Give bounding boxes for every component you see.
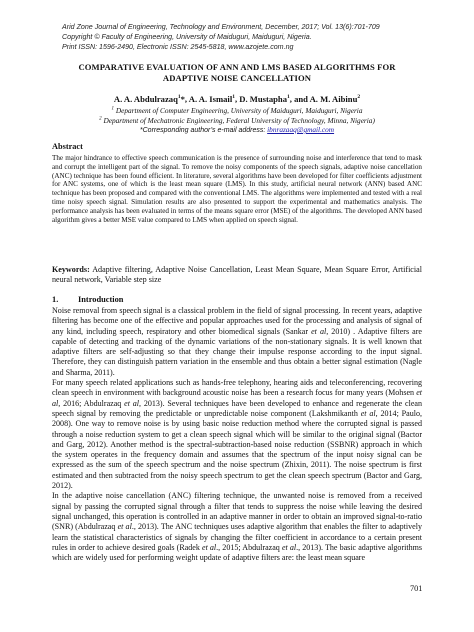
title-line-2: ADAPTIVE NOISE CANCELLATION	[162, 73, 312, 83]
abstract-heading: Abstract	[52, 142, 83, 151]
et-al: et al	[124, 398, 139, 408]
paper-title	[50, 62, 424, 84]
corresponding-email	[50, 125, 424, 135]
journal-header-line-2: Copyright © Faculty of Engineering, University of Maiduguri, Maiduguri, Nigeria.	[62, 33, 312, 41]
paragraph-2-text: , 2016; Abdulrazaq	[58, 398, 125, 408]
author-3-affil: 1	[287, 94, 290, 101]
paragraph-3-text: In the adaptive noise cancellation (ANC) filtering technique, the unwanted noise is removed from a received signal by passing the corrupted signal through a filter that tends to suppress the noise while leaving the desired signal unchanged, this operation is controlled in an adaptive manner in order to obtain an improved signal-to-ratio (SNR) (Abdulrazaq	[52, 491, 422, 532]
paragraph-2	[52, 378, 422, 491]
et-al: et al	[281, 542, 297, 552]
author-1: A. A. Abdulrazaq	[113, 94, 178, 104]
author-3: D. Mustapha	[239, 94, 288, 104]
paragraph-2-text: For many speech related applications such as hands-free telephony, hearing aids and teleconferencing, recovering clean speech in environment with background acoustic noise has been a research focus for many years (Mohsen	[52, 378, 422, 398]
abstract-text: The major hindrance to effective speech communication is the presence of surrounding noise and interference that tend to mask and corrupt the intelligent part of the signal. To remove the noisy components of the speech signals, adaptive noise cancellation (ANC) technique has been found efficient. In literature, several algorithms have been developed for filter coefficients adjustment for ANC systems, one of which is the least mean square (LMS). In this study, artificial neural network (ANN) based ANC technique has been proposed and compared with the conventional LMS. The algorithms were implemented and tested with a real time noisy speech signal. Simulation results are also presented to support the experimental and mathematics analysis. The performance analysis has been evaluated in terms of the means square error (MSE) of the algorithms. The developed ANN based algorithm gives a better MSE value compared to LMS when applied on speech signal.	[52, 154, 422, 224]
keywords-label: Keywords:	[52, 265, 90, 274]
affiliation-2-sup: 2	[99, 116, 102, 122]
journal-header-line-1: Arid Zone Journal of Engineering, Technology and Environment, December, 2017; Vol. 13(6):701-709	[62, 23, 380, 31]
author-and: , and	[289, 94, 310, 104]
affiliation-1-sup: 1	[111, 106, 114, 112]
affiliation-1-text: Department of Computer Engineering, University of Maiduguri, Maiduguri, Nigeria	[114, 106, 363, 115]
email-link[interactable]: ibnrazaaq@gmail.com	[267, 125, 335, 134]
journal-header-line-3: Print ISSN: 1596-2490, Electronic ISSN: 2545-5818, www.azojete.com.ng	[62, 43, 294, 51]
keywords	[52, 265, 422, 285]
author-separator: ,	[184, 94, 189, 104]
paragraph-1-text: Noise removal from speech signal is a classical problem in the field of signal processing. In recent years, adaptive filtering has become one of the effective and popular approaches used for the processing and analysis of signal of any kind, including speech, respiratory and other biomedical signals (Sankar	[52, 306, 422, 336]
paragraph-3	[52, 491, 422, 563]
affiliation-1	[50, 106, 424, 115]
section-heading-introduction	[52, 295, 123, 304]
paragraph-2-text: , 2014; Paulo, 2008). One way to remove noise is by using basic noise reduction method where the corrupted signal is passed through a noise reduction system to get a clean speech signal which will be similar to the original signal (Bactor and Garg, 2012). Another method is the spectral-subtraction-based noise reduction (SSBNR) approach in which the system operates in the frequency domain and assumes that the spectrum of the input noisy signal can be expressed as the sum of the speech spectrum and the noise spectrum (Zhixin, 2011). The noise spectrum is first estimated and then subtracted from the noisy speech spectrum to get the clean speech spectrum (Bactor and Garg, 2012).	[52, 408, 422, 491]
author-4: A. M. Aibinu	[309, 94, 358, 104]
et-al: et al	[202, 542, 217, 552]
email-label: *Corresponding author’s e-mail address:	[139, 127, 266, 134]
corresponding-mark: *	[180, 94, 185, 104]
paragraph-1-text: , 2010) . Adaptive filters are capable of detecting and tracking of the dynamic variations of the non-stationary signals. It is well known that adaptive filters are self-adjusting so that they change their impulse response according to the input signal. Therefore, they can distinguish pattern variation in the ensemble and thus obtain a better signal estimation (Nagle and Sharma, 2011).	[52, 326, 423, 377]
author-2: A. A. Ismail	[188, 94, 233, 104]
affiliation-2	[50, 116, 424, 125]
affiliation-2-text: Department of Mechatronic Engineering, Federal University of Technology, Minna, Nigeria)	[101, 115, 375, 125]
page-number: 701	[410, 584, 423, 593]
paragraph-1	[52, 306, 422, 378]
title-line-1: COMPARATIVE EVALUATION OF ANN AND LMS BASED ALGORITHMS FOR	[78, 62, 396, 72]
introduction-body	[52, 306, 422, 563]
et-al: et al	[52, 388, 422, 408]
author-separator: ,	[234, 94, 240, 104]
keywords-text: Adaptive filtering, Adaptive Noise Cancellation, Least Mean Square, Mean Square Error, Artificial neural network, Variable step size	[52, 265, 422, 285]
author-4-affil: 2	[357, 94, 361, 101]
author-2-affil: 1	[232, 94, 235, 101]
author-1-affil: 1	[177, 94, 181, 101]
paragraph-3-text: ., 2013). The basic adaptive algorithms which are widely used for performing weight update of adaptive filters are: the least mean square	[52, 542, 423, 563]
journal-header	[62, 22, 442, 52]
section-title: Introduction	[78, 295, 124, 304]
paragraph-2-text: , 2013). Several techniques have been developed to enhance and regenerate the clean speech signal by removing the predictable or unpredictable noise component (Lakshmikanth	[52, 398, 423, 418]
et-al: et al	[311, 326, 327, 336]
section-number: 1.	[52, 295, 59, 304]
paragraph-3-text: ., 2013). The ANC techniques uses adaptive algorithm that enables the filter to adaptively learn the statistical characteristics of signals by changing the filter coefficient in accordance to a certain present rules in order to achieve desired goals (Radek	[52, 522, 423, 552]
et-al: et al	[360, 408, 376, 418]
et-al: et al	[117, 522, 132, 532]
author-list	[50, 94, 424, 105]
paragraph-3-text: ., 2015; Abdulrazaq	[216, 542, 282, 552]
